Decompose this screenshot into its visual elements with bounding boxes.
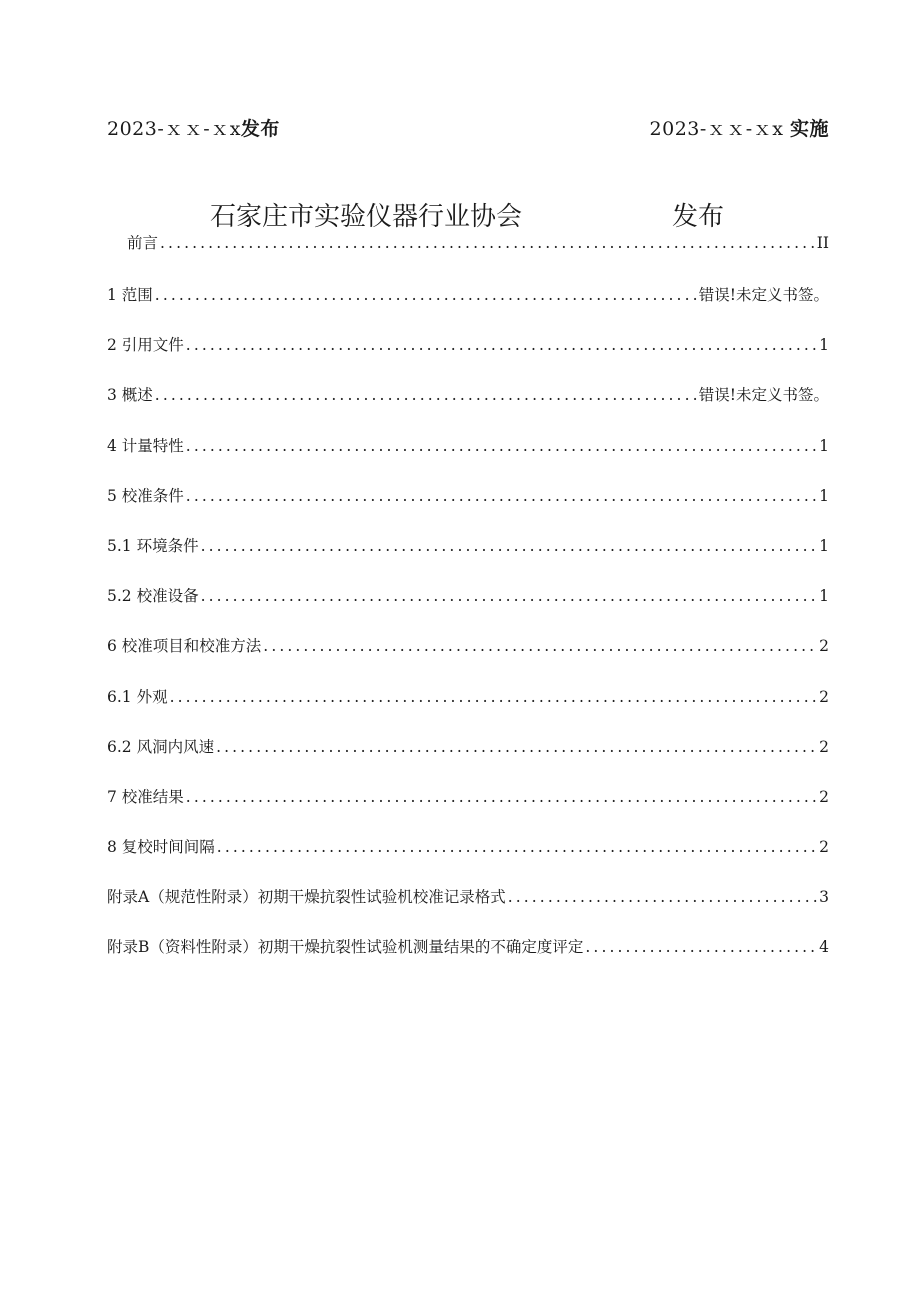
toc-page: II bbox=[816, 234, 829, 252]
toc-entry-1[interactable] bbox=[107, 280, 829, 330]
toc-entry-appendix-a[interactable] bbox=[107, 882, 829, 932]
toc-leader bbox=[160, 228, 815, 258]
implement-label: 实施 bbox=[789, 117, 829, 140]
toc-page: 2 bbox=[819, 637, 829, 656]
toc-entry-foreword[interactable] bbox=[107, 228, 829, 280]
toc-entry-6[interactable] bbox=[107, 631, 829, 681]
toc-title: 7 校准结果 bbox=[107, 787, 184, 806]
toc-title: 附录B（资料性附录）初期干燥抗裂性试验机测量结果的不确定度评定 bbox=[107, 938, 584, 957]
toc-page: 错误!未定义书签。 bbox=[698, 286, 829, 304]
toc-leader bbox=[263, 631, 817, 661]
toc-leader bbox=[186, 481, 817, 511]
toc-title: 1 范围 bbox=[107, 286, 153, 304]
toc-entry-6-1[interactable] bbox=[107, 682, 829, 732]
implement-date: 2023-ｘｘ-ｘx bbox=[649, 117, 784, 140]
toc-page: 1 bbox=[819, 336, 829, 355]
toc-title: 附录A（规范性附录）初期干燥抗裂性试验机校准记录格式 bbox=[107, 888, 506, 907]
toc-page: 2 bbox=[819, 787, 829, 806]
toc-page: 2 bbox=[819, 838, 829, 857]
toc-leader bbox=[217, 832, 817, 862]
publish-date: 2023-ｘｘ-ｘx bbox=[107, 117, 241, 140]
toc-page: 1 bbox=[819, 536, 829, 555]
toc-page: 2 bbox=[819, 687, 829, 706]
table-of-contents bbox=[107, 228, 829, 983]
toc-leader bbox=[201, 531, 818, 561]
toc-page: 4 bbox=[819, 938, 829, 957]
toc-title: 5.2 校准设备 bbox=[107, 587, 199, 606]
toc-leader bbox=[186, 782, 817, 812]
toc-entry-appendix-b[interactable] bbox=[107, 932, 829, 982]
toc-entry-4[interactable] bbox=[107, 431, 829, 481]
toc-leader bbox=[201, 581, 818, 611]
date-row bbox=[107, 112, 829, 142]
toc-page: 错误!未定义书签。 bbox=[698, 386, 829, 405]
toc-entry-5-1[interactable] bbox=[107, 531, 829, 581]
publisher-action: 发布 bbox=[672, 202, 725, 232]
toc-leader bbox=[186, 330, 817, 360]
toc-page: 1 bbox=[819, 486, 829, 505]
toc-title: 8 复校时间间隔 bbox=[107, 838, 215, 857]
toc-title: 2 引用文件 bbox=[107, 336, 184, 355]
toc-entry-6-2[interactable] bbox=[107, 732, 829, 782]
toc-leader bbox=[216, 732, 817, 762]
toc-page: 2 bbox=[819, 737, 829, 756]
toc-title: 前言 bbox=[127, 234, 159, 252]
toc-page: 1 bbox=[819, 436, 829, 455]
implement-date-group bbox=[650, 114, 829, 141]
toc-leader bbox=[170, 682, 818, 712]
toc-leader bbox=[585, 932, 817, 962]
toc-page: 1 bbox=[819, 587, 829, 606]
toc-title: 6.2 风洞内风速 bbox=[107, 737, 215, 756]
toc-leader bbox=[508, 882, 817, 912]
toc-title: 6 校准项目和校准方法 bbox=[107, 637, 262, 656]
toc-entry-7[interactable] bbox=[107, 782, 829, 832]
toc-title: 6.1 外观 bbox=[107, 687, 168, 706]
toc-entry-5-2[interactable] bbox=[107, 581, 829, 631]
toc-entry-5[interactable] bbox=[107, 481, 829, 531]
toc-leader bbox=[155, 280, 697, 310]
toc-entry-8[interactable] bbox=[107, 832, 829, 882]
toc-entry-2[interactable] bbox=[107, 330, 829, 380]
toc-page: 3 bbox=[819, 888, 829, 907]
toc-title: 3 概述 bbox=[107, 386, 153, 405]
toc-title: 4 计量特性 bbox=[107, 436, 184, 455]
toc-entry-3[interactable] bbox=[107, 380, 829, 430]
toc-leader bbox=[155, 380, 697, 410]
toc-leader bbox=[186, 431, 817, 461]
publish-date-group bbox=[107, 114, 280, 141]
publisher-organization: 石家庄市实验仪器行业协会 bbox=[210, 202, 523, 232]
toc-title: 5.1 环境条件 bbox=[107, 536, 199, 555]
toc-title: 5 校准条件 bbox=[107, 486, 184, 505]
publish-label: 发布 bbox=[240, 117, 280, 140]
